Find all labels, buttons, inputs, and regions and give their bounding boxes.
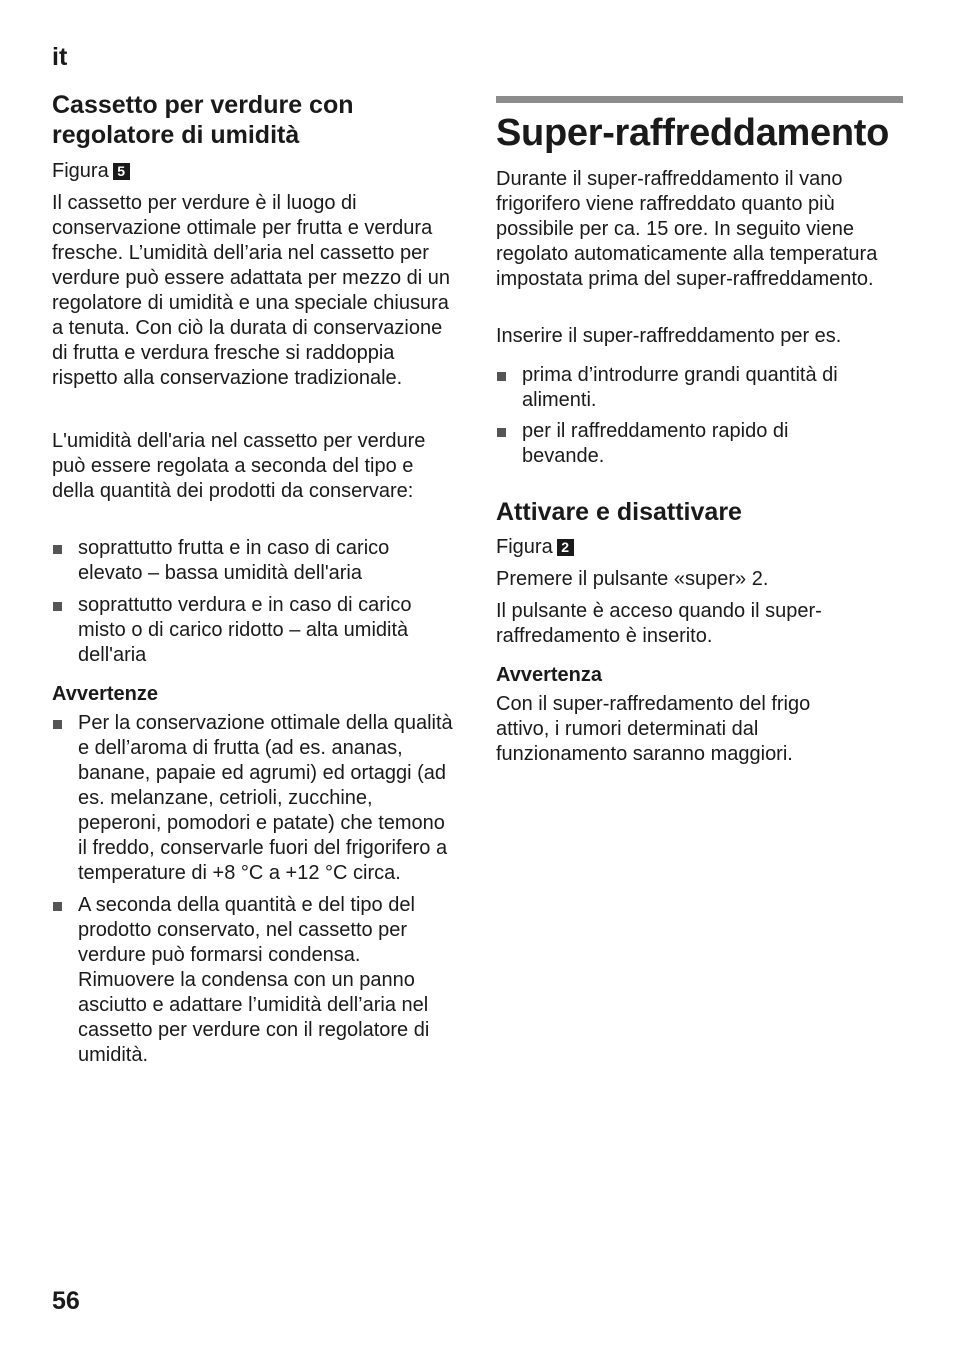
figure-number-badge: 2 <box>557 539 574 556</box>
square-bullet-icon <box>53 902 62 911</box>
figure-number-badge: 5 <box>113 163 130 180</box>
square-bullet-icon <box>53 720 62 729</box>
usage-paragraph: Inserire il super-raffreddamento per es. <box>496 325 842 347</box>
list-item-text: per il raffreddamento rapido di bevande. <box>522 420 789 467</box>
usage-list <box>496 363 866 469</box>
list-item <box>52 893 456 1068</box>
step-paragraph: Premere il pulsante «super» 2. <box>496 568 769 590</box>
square-bullet-icon <box>497 428 506 437</box>
list-item-text: prima d’introdurre grandi quantità di alimenti. <box>522 364 838 411</box>
list-item-text: soprattutto frutta e in caso di carico elevato – bassa umidità dell'aria <box>78 537 390 584</box>
section-title: Cassetto per verdure con regolatore di umidità <box>52 91 354 149</box>
humidity-paragraph: L'umidità dell'aria nel cassetto per verdure può essere regolata a seconda del tipo e della quantità dei prodotti da conservare: <box>52 430 426 502</box>
page-title: Super-raffreddamento <box>496 112 890 154</box>
list-item <box>52 536 456 586</box>
square-bullet-icon <box>53 545 62 554</box>
square-bullet-icon <box>497 372 506 381</box>
square-bullet-icon <box>53 602 62 611</box>
figure-label: Figura <box>496 536 553 558</box>
intro-paragraph: Il cassetto per verdure è il luogo di conservazione ottimale per frutta e verdura fresche. L’umidità dell’aria nel cassetto per verdure può essere adattata per mezzo di un regolatore di umidità e una speciale chiusura a tenuta. Con ciò la durata di conservazione di frutta e verdura fresche si raddoppia rispetto alla conservazione tradizionale. <box>52 192 451 389</box>
notes-list <box>52 711 456 1068</box>
list-item <box>496 419 866 469</box>
subsection-title: Attivare e disattivare <box>496 498 742 526</box>
status-paragraph: Il pulsante è acceso quando il super-raffredamento è inserito. <box>496 600 822 647</box>
figure-reference <box>496 535 574 560</box>
note-title: Avvertenza <box>496 664 602 686</box>
list-item <box>52 711 456 886</box>
language-code: it <box>52 43 68 71</box>
figure-label: Figura <box>52 160 109 182</box>
note-paragraph: Con il super-raffredamento del frigo attivo, i rumori determinati dal funzionamento saranno maggiori. <box>496 693 811 765</box>
super-cooling-intro: Durante il super-raffreddamento il vano frigorifero viene raffreddato quanto più possibile per ca. 15 ore. In seguito viene regolato automaticamente alla temperatura impostata prima del super-raffreddamento. <box>496 168 878 290</box>
page-number: 56 <box>52 1287 80 1315</box>
notes-title: Avvertenze <box>52 683 158 705</box>
figure-reference <box>52 159 130 184</box>
list-item <box>52 593 456 668</box>
list-item-text: soprattutto verdura e in caso di carico misto o di carico ridotto – alta umidità dell'aria <box>78 594 412 666</box>
list-item-text: A seconda della quantità e del tipo del prodotto conservato, nel cassetto per verdure può formarsi condensa. Rimuovere la condensa con un panno asciutto e adattare l’umidità dell’aria nel cassetto per verdure con il regolatore di umidità. <box>78 894 430 1066</box>
title-rule <box>496 96 903 103</box>
humidity-list <box>52 536 456 668</box>
list-item-text: Per la conservazione ottimale della qualità e dell’aroma di frutta (ad es. ananas, banane, papaie ed agrumi) ed ortaggi (ad es. melanzane, cetrioli, zucchine, peperoni, pomodori e patate) che temono il freddo, conservarle fuori del frigorifero a temperature di +8 °C a +12 °C circa. <box>78 712 453 884</box>
list-item <box>496 363 866 413</box>
